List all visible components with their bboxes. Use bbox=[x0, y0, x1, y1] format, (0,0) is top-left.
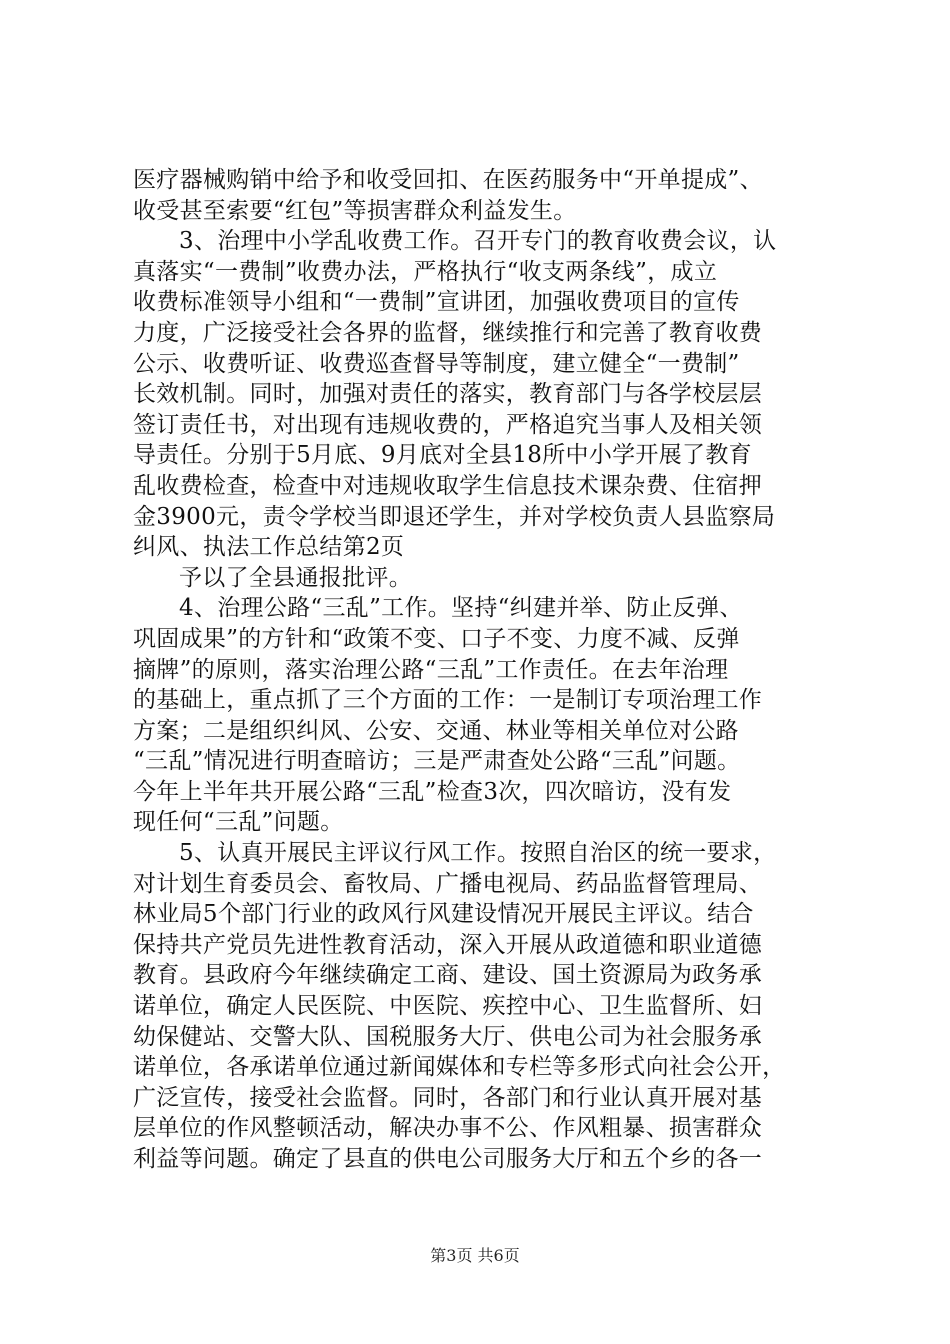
paragraph-start: 3、治理中小学乱收费工作。召开专门的教育收费会议，认 bbox=[179, 228, 777, 255]
document-body bbox=[133, 165, 823, 1175]
text-line: 巩固成果”的方针和“政策不变、口子不变、力度不减、反弹 bbox=[133, 625, 740, 652]
text-line: 对计划生育委员会、畜牧局、广播电视局、药品监督管理局、 bbox=[133, 870, 763, 897]
text-line: 方案；二是组织纠风、公安、交通、林业等相关单位对公路 bbox=[133, 717, 739, 744]
text-line: 纠风、执法工作总结第2页 bbox=[133, 534, 405, 561]
page-footer: 第3页 共6页 bbox=[430, 1246, 520, 1265]
text-line: 真落实“一费制”收费办法，严格执行“收支两条线”，成立 bbox=[133, 258, 718, 285]
text-line: 乱收费检查，检查中对违规收取学生信息技术课杂费、住宿押 bbox=[133, 472, 763, 499]
text-line: 摘牌”的原则，落实治理公路“三乱”工作责任。在去年治理 bbox=[133, 656, 729, 683]
text-line: “三乱”情况进行明查暗访；三是严肃查处公路“三乱”问题。 bbox=[133, 748, 741, 775]
text-line: 林业局5个部门行业的政风行风建设情况开展民主评议。结合 bbox=[133, 901, 754, 928]
text-line: 诺单位，各承诺单位通过新闻媒体和专栏等多形式向社会公开， bbox=[133, 1054, 786, 1081]
text-line: 教育。县政府今年继续确定工商、建设、国土资源局为政务承 bbox=[133, 962, 763, 989]
text-line: 幼保健站、交警大队、国税服务大厅、供电公司为社会服务承 bbox=[133, 1023, 763, 1050]
text-line: 利益等问题。确定了县直的供电公司服务大厅和五个乡的各一 bbox=[133, 1146, 763, 1172]
text-line: 签订责任书，对出现有违规收费的，严格追究当事人及相关领 bbox=[133, 411, 763, 438]
text-line: 力度，广泛接受社会各界的监督，继续推行和完善了教育收费 bbox=[133, 319, 763, 346]
text-line: 今年上半年共开展公路“三乱”检查3次，四次暗访，没有发 bbox=[133, 778, 732, 805]
text-line: 保持共产党员先进性教育活动，深入开展从政道德和职业道德 bbox=[133, 931, 763, 958]
paragraph-start: 予以了全县通报批评。 bbox=[179, 564, 412, 591]
text-line: 收受甚至索要“红包”等损害群众利益发生。 bbox=[133, 197, 577, 224]
text-line: 医疗器械购销中给予和收受回扣、在医药服务中“开单提成”、 bbox=[133, 167, 763, 193]
text-line: 收费标准领导小组和“一费制”宣讲团，加强收费项目的宣传 bbox=[133, 289, 740, 316]
text-line: 层单位的作风整顿活动，解决办事不公、作风粗暴、损害群众 bbox=[133, 1115, 763, 1142]
text-line: 导责任。分别于5月底、9月底对全县18所中小学开展了教育 bbox=[133, 442, 752, 469]
paragraph-start: 4、治理公路“三乱”工作。坚持“纠建并举、防止反弹、 bbox=[179, 595, 743, 622]
paragraph-start: 5、认真开展民主评议行风工作。按照自治区的统一要求， bbox=[179, 840, 777, 867]
text-line: 金3900元，责令学校当即退还学生，并对学校负责人县监察局 bbox=[133, 503, 776, 530]
text-line: 长效机制。同时，加强对责任的落实，教育部门与各学校层层 bbox=[133, 381, 763, 408]
text-line: 广泛宣传，接受社会监督。同时，各部门和行业认真开展对基 bbox=[133, 1084, 763, 1111]
text-line: 现任何“三乱”问题。 bbox=[133, 809, 344, 836]
text-line: 诺单位，确定人民医院、中医院、疾控中心、卫生监督所、妇 bbox=[133, 993, 763, 1020]
text-line: 公示、收费听证、收费巡查督导等制度，建立健全“一费制” bbox=[133, 350, 740, 377]
text-line: 的基础上，重点抓了三个方面的工作：一是制订专项治理工作 bbox=[133, 687, 763, 714]
